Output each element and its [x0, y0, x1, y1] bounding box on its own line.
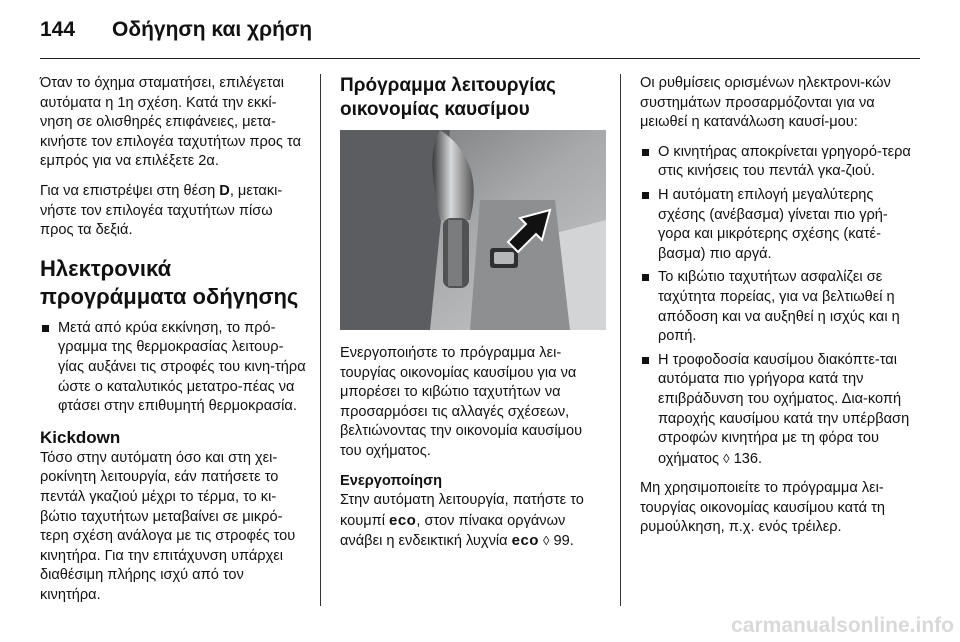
- page-reference: 99.: [549, 533, 574, 550]
- header-divider: [40, 58, 920, 59]
- watermark: carmanualsonline.info: [731, 614, 954, 637]
- paragraph-towing-note: Μη χρησιμοποιείτε το πρόγραμμα λει-τουργίας οικονομίας καυσίμου κατά τη ρυμούλκηση, π.χ. ενός τρέιλερ.: [640, 480, 886, 536]
- eco-indicator-symbol: eco: [511, 532, 539, 550]
- column-divider-2: [620, 74, 621, 606]
- page-reference-icon: ◊: [543, 533, 550, 549]
- page-title: Οδήγηση και χρήση: [112, 18, 313, 41]
- eco-button-symbol: eco: [389, 511, 417, 529]
- list-item: Το κιβώτιο ταχυτήτων ασφαλίζει σε ταχύτητα πορείας, για να βελτιωθεί η απόδοση και να αυξηθεί η ισχύς και η ροπή.: [640, 268, 912, 346]
- page-reference: 136.: [729, 450, 763, 467]
- paragraph-return-d: Για να επιστρέψει στη θέση D, μετακι-νήστε τον επιλογέα ταχυτήτων πίσω προς τα δεξιά.: [40, 182, 283, 239]
- bullet-square-icon: [642, 149, 649, 156]
- paragraph-activation: Στην αυτόματη λειτουργία, πατήστε το κουμπί eco, στον πίνακα οργάνων ανάβει η ενδεικτική λυχνία eco ◊ 99.: [340, 492, 584, 550]
- column-2: [340, 74, 606, 562]
- bullet-square-icon: [642, 357, 649, 364]
- heading-electronic-programs: Ηλεκτρονικά προγράμματα οδήγησης: [40, 255, 299, 309]
- paragraph-settings-intro: Οι ρυθμίσεις ορισμένων ηλεκτρονι-κών συστημάτων προσαρμόζονται για να μειωθεί η κατανάλωση καυσί-μου:: [640, 75, 891, 131]
- list-item: Η αυτόματη επιλογή μεγαλύτερης σχέσης (ανέβασμα) γίνεται πιο γρή-γορα και μικρότερης σχέσης (κατέ-βασμα) πιο αργά.: [640, 186, 912, 264]
- bullet-square-icon: [642, 274, 649, 281]
- list-item: Η τροφοδοσία καυσίμου διακόπτε-ται αυτόματα πιο γρήγορα κατά την επιβράδυνση του οχήματος. Δια-κοπή παροχής καυσίμου κατά την υπέρβαση στροφών κινητήρα με τη φόρα του οχήματος ◊ 136.: [640, 351, 912, 470]
- list-item: Μετά από κρύα εκκίνηση, το πρό-γραμμα της θερμοκρασίας λειτουρ-γίας αυξάνει τις στροφές του κινη-τήρα ώστε ο καταλυτικός μετατρο-πέας να φτάσει στην επιθυμητή θερμοκρασία.: [40, 319, 306, 417]
- page-header: [40, 18, 312, 48]
- column-3: [640, 74, 912, 548]
- page-reference-icon: ◊: [723, 450, 730, 466]
- page-number: 144: [40, 18, 76, 41]
- column-1: [40, 74, 306, 615]
- gear-selector-photo: [340, 130, 606, 330]
- list-item: Ο κινητήρας αποκρίνεται γρηγορό-τερα στις κινήσεις του πεντάλ γκα-ζιού.: [640, 143, 912, 182]
- heading-eco-program: Πρόγραμμα λειτουργίας οικονομίας καυσίμου: [340, 75, 556, 120]
- column-divider-1: [320, 74, 321, 606]
- paragraph-kickdown: Τόσο στην αυτόματη όσο και στη χει-ροκίνητη λειτουργία, εάν πατήσετε το πεντάλ γκαζιού μέχρι το τέρμα, το κι-βώτιο ταχυτήτων μεταβαίνει σε μικρό-τερη σχέση ανάλογα με τις στροφές του κινητήρα. Για την επιτάχυνση υπάρχει διαθέσιμη πλήρης ισχύ από τον κινητήρα.: [40, 449, 296, 603]
- eco-effects-list: [640, 143, 912, 470]
- heading-kickdown: Kickdown: [40, 427, 121, 447]
- bullet-square-icon: [42, 325, 49, 332]
- bullet-square-icon: [642, 192, 649, 199]
- paragraph-activate-eco: Ενεργοποιήστε το πρόγραμμα λει-τουργίας οικονομίας καυσίμου για να μπορέσει το κιβώτιο ταχυτήτων να προσαρμόσει τις αλλαγές σχέσεων, βελτιώνοντας την οικονομία καυσίμου του οχήματος.: [340, 345, 583, 459]
- gear-selector-illustration: [340, 130, 606, 330]
- gear-d-label: D: [219, 182, 230, 199]
- heading-activation: Ενεργοποίηση: [340, 472, 442, 489]
- paragraph-first-gear: Όταν το όχημα σταματήσει, επιλέγεται αυτόματα η 1η σχέση. Κατά την εκκί-νηση σε ολισθηρές επιφάνειες, μετα-κινήστε τον επιλογέα ταχυτήτων προς τα εμπρός για να επιλέξετε 2α.: [40, 75, 302, 170]
- electronic-programs-list: [40, 319, 306, 417]
